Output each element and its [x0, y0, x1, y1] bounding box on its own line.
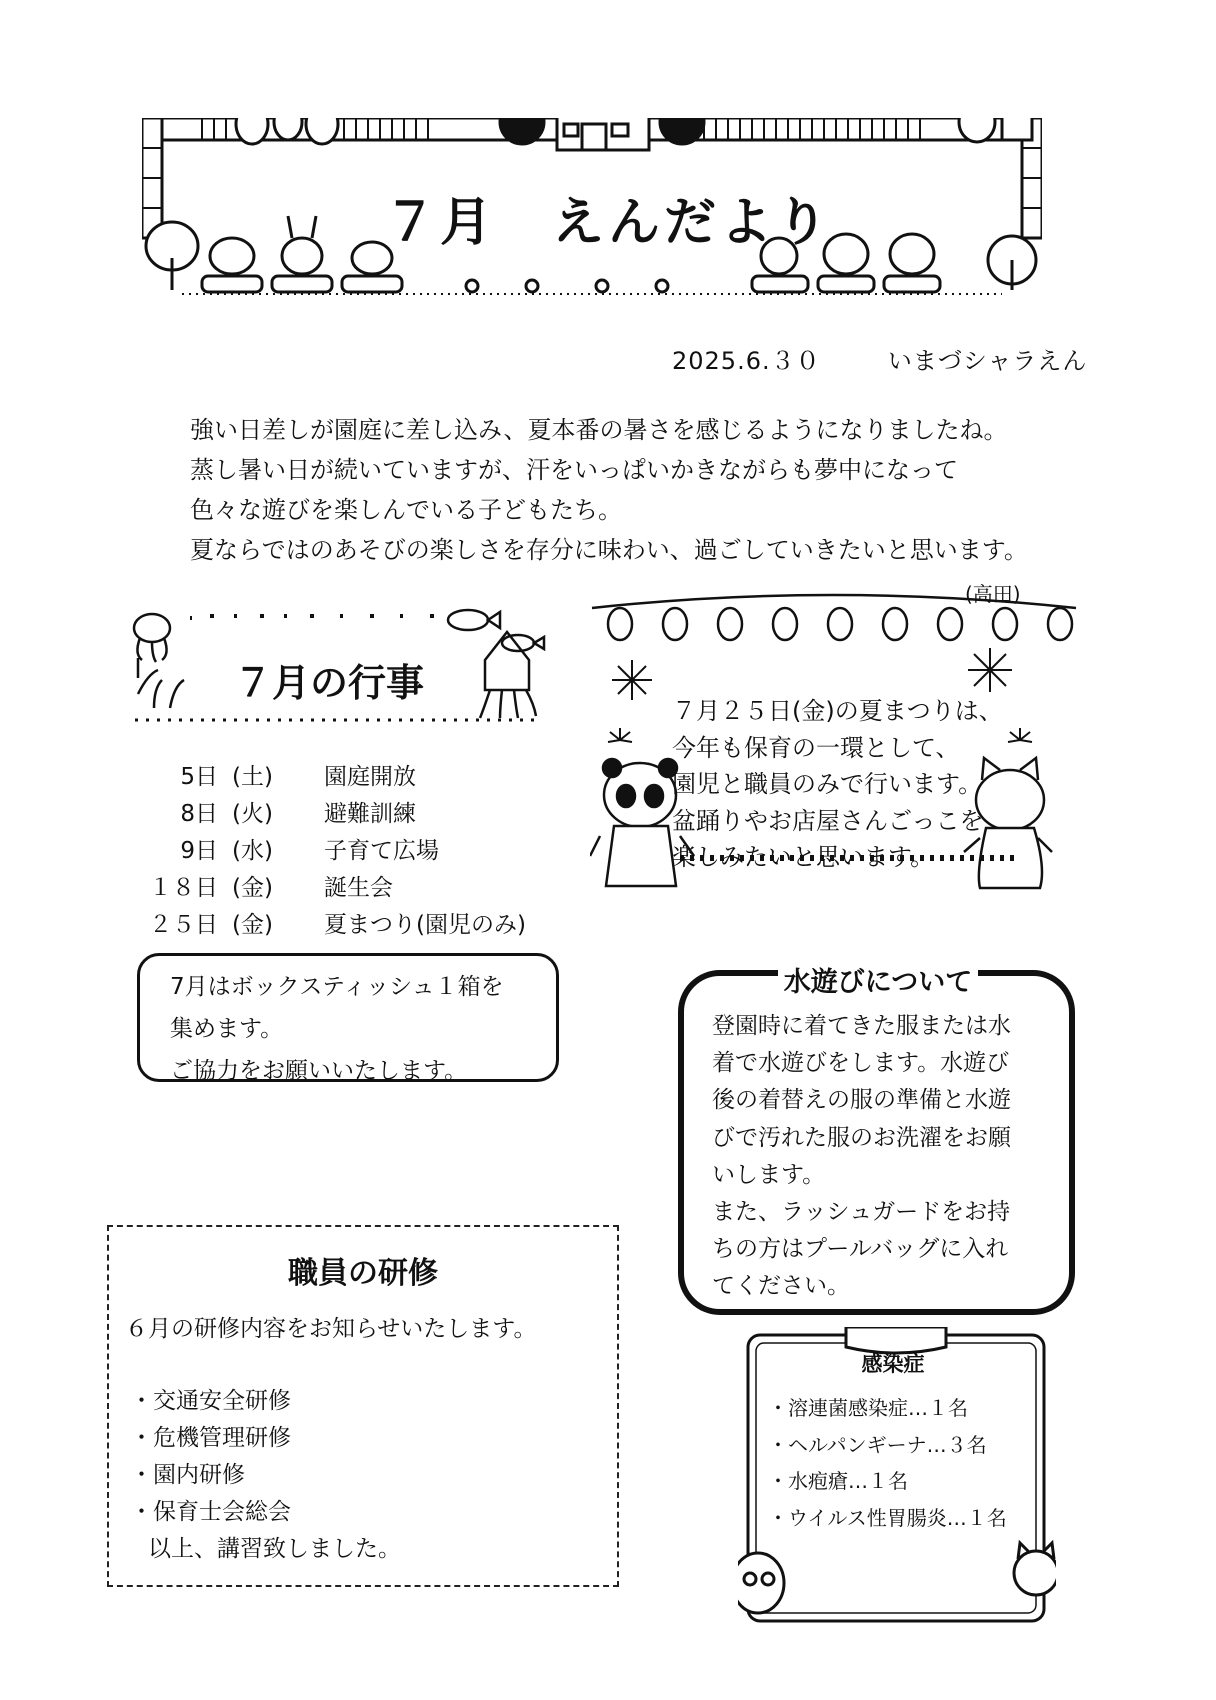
intro-line: 強い日差しが園庭に差し込み、夏本番の暑さを感じるようになりましたね。: [190, 416, 1008, 444]
event-date: 9日: [180, 838, 218, 864]
event-name: 誕生会: [324, 875, 393, 901]
infection-item: ・ウイルス性胃腸炎…１名: [768, 1505, 1007, 1530]
festival-line: 園児と職員のみで行います。: [672, 770, 983, 798]
events-list: [130, 758, 526, 943]
event-date: １８日: [149, 875, 218, 901]
event-weekday: (水): [232, 838, 273, 864]
training-list: [130, 1383, 401, 1568]
event-name: 園庭開放: [324, 764, 416, 790]
festival-line: 盆踊りやお店屋さんごっこを: [672, 806, 984, 835]
training-item: ・保育士会総会: [130, 1499, 291, 1525]
water-play-title: 水遊びについて: [778, 960, 978, 999]
event-row: [130, 906, 526, 943]
event-date: 5日: [180, 764, 218, 790]
infection-item: ・水疱瘡…１名: [768, 1469, 908, 1493]
infection-item: ・ヘルパンギーナ…３名: [768, 1432, 987, 1457]
water-play-line: てください。: [712, 1273, 850, 1300]
water-play-line: びで汚れた服のお洗濯をお願: [712, 1124, 1011, 1151]
water-play-line: 後の着替えの服の準備と水遊: [712, 1087, 1011, 1114]
water-play-line: いします。: [712, 1161, 826, 1188]
intro-line: 色々な遊びを楽しんでいる子どもたち。: [190, 496, 622, 524]
event-date: ２５日: [149, 912, 218, 938]
water-play-line: 着で水遊びをします。水遊び: [712, 1050, 1010, 1077]
event-row: [130, 869, 526, 906]
water-play-line: また、ラッシュガードをお持: [712, 1199, 1011, 1226]
training-item: ・交通安全研修: [130, 1388, 291, 1414]
event-weekday: (土): [232, 764, 273, 790]
school-name: いまづシャラえん: [887, 347, 1088, 375]
intro-line: 蒸し暑い日が続いていますが、汗をいっぱいかきながらも夢中になって: [190, 456, 958, 484]
festival-line: 今年も保育の一環として、: [672, 733, 960, 762]
intro-line: 夏ならではのあそびの楽しさを存分に味わい、過ごしていきたいと思います。: [190, 536, 1028, 564]
event-name: 子育て広場: [324, 838, 439, 864]
issue-date: 2025.6.３０: [672, 347, 821, 375]
event-name: 避難訓練: [324, 801, 416, 827]
training-item: ・危機管理研修: [130, 1425, 291, 1451]
festival-line: ７月２５日(金)の夏まつりは、: [672, 697, 1003, 725]
event-weekday: (火): [232, 801, 273, 827]
event-weekday: (金): [232, 912, 273, 938]
training-intro: ６月の研修内容をお知らせいたします。: [125, 1316, 537, 1342]
tissue-notice-line: 7月はボックスティッシュ１箱を: [170, 974, 504, 1000]
date-line: [672, 341, 1087, 376]
author-name: (高田): [965, 582, 1021, 606]
festival-line: 楽しみたいと思います。: [672, 843, 935, 871]
water-play-line: 登園時に着てきた服または水: [712, 1013, 1011, 1039]
tissue-notice-line: 集めます。: [170, 1016, 284, 1042]
water-play-line: ちの方はプールバッグに入れ: [712, 1236, 1009, 1263]
training-item: ・園内研修: [130, 1462, 245, 1488]
tissue-notice-box: [137, 953, 559, 1082]
infection-list: [768, 1390, 1007, 1536]
event-name: 夏まつり(園児のみ): [324, 912, 526, 938]
infection-item: ・溶連菌感染症…１名: [768, 1396, 968, 1420]
page-title: ７月 えんだより: [383, 193, 832, 253]
tissue-notice-line: ご協力をお願いいたします。: [170, 1058, 468, 1084]
infection-title: 感染症: [861, 1352, 925, 1376]
intro-paragraph: [190, 410, 1028, 570]
event-date: 8日: [180, 801, 218, 827]
event-row: [130, 758, 526, 795]
event-weekday: (金): [232, 875, 273, 901]
event-row: [130, 795, 526, 832]
training-title: 職員の研修: [288, 1256, 438, 1291]
water-play-text: [712, 1008, 1011, 1306]
festival-text: [672, 693, 1003, 876]
events-title: ７月の行事: [234, 661, 425, 705]
training-closing: 以上、講習致しました。: [148, 1536, 401, 1562]
event-row: [130, 832, 526, 869]
